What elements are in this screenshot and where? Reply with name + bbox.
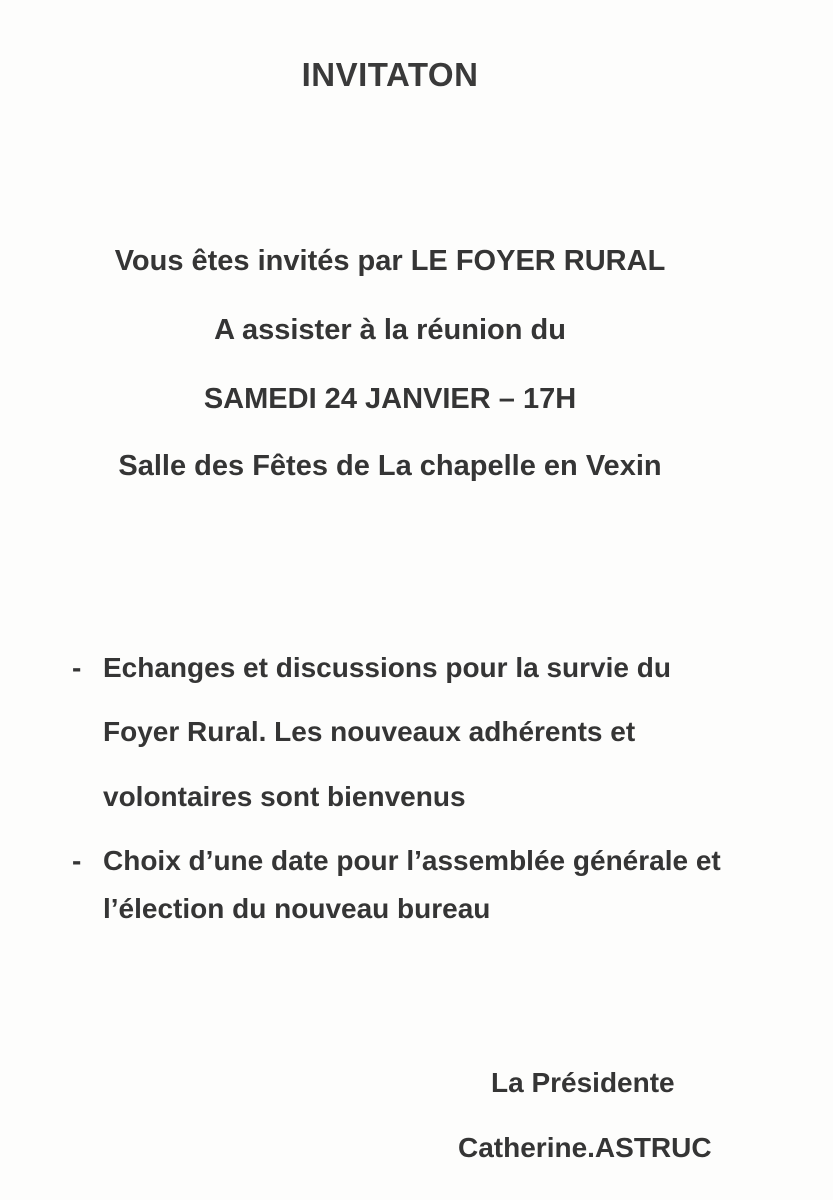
agenda-item-1-dash: -	[72, 652, 82, 683]
agenda-item-1-line-3: volontaires sont bienvenus	[103, 781, 466, 812]
signature-role: La Présidente	[491, 1067, 675, 1098]
agenda-item-2-line-1: Choix d’une date pour l’assemblée générale et	[103, 845, 721, 876]
agenda-item-2-dash: -	[72, 845, 82, 876]
intro-line-location: Salle des Fêtes de La chapelle en Vexin	[118, 450, 662, 482]
signature-name: Catherine.ASTRUC	[458, 1132, 712, 1163]
agenda-item-1-line-1: Echanges et discussions pour la survie du	[103, 652, 671, 683]
agenda-item-2-line-2: l’élection du nouveau bureau	[103, 893, 491, 924]
page-title: INVITATON	[301, 56, 479, 93]
agenda-item-1-line-2: Foyer Rural. Les nouveaux adhérents et	[103, 716, 636, 747]
intro-line-date-time: SAMEDI 24 JANVIER – 17H	[203, 383, 577, 415]
intro-line-purpose: A assister à la réunion du	[214, 314, 566, 346]
intro-line-host: Vous êtes invités par LE FOYER RURAL	[114, 245, 666, 277]
